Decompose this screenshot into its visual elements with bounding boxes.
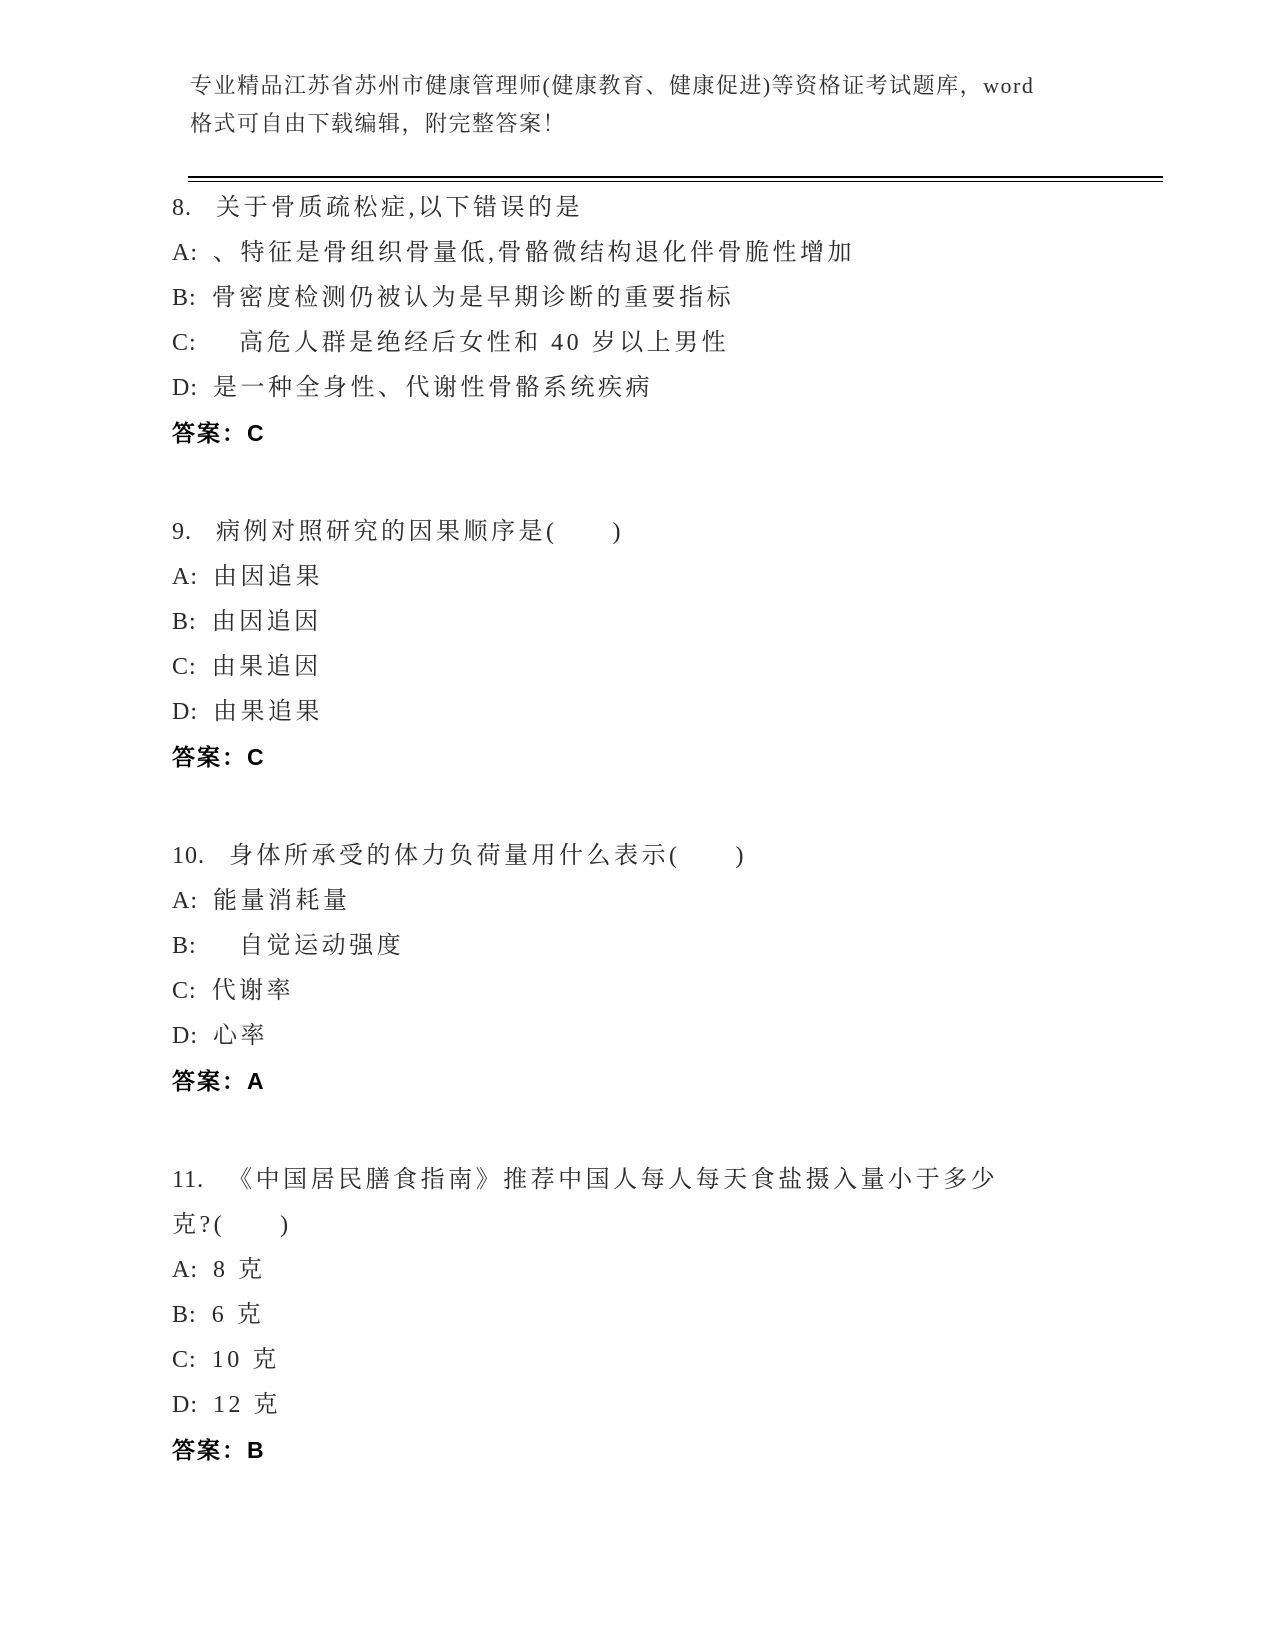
option-label: D: [172, 699, 198, 725]
option-label: D: [172, 1023, 198, 1049]
option-label: C: [172, 654, 197, 680]
answer-label: 答案： [172, 420, 247, 446]
question-block [172, 834, 1202, 1104]
answer-line [172, 735, 1202, 780]
option-line [172, 1014, 1202, 1059]
option-text: 自觉运动强度 [211, 933, 405, 959]
header-line-1: 专业精品江苏省苏州市健康管理师(健康教育、健康促进)等资格证考试题库，word [190, 73, 1035, 98]
option-text: 由因追因 [211, 609, 322, 635]
option-text: 10 克 [211, 1347, 280, 1373]
question-number: 11. [172, 1167, 205, 1193]
option-label: A: [172, 564, 198, 590]
question-text: 病例对照研究的因果顺序是( ) [216, 519, 624, 545]
answer-label: 答案： [172, 1437, 247, 1463]
answer-label: 答案： [172, 1068, 247, 1094]
option-label: B: [172, 1302, 197, 1328]
answer-line [172, 1428, 1202, 1473]
option-label: D: [172, 375, 198, 401]
answer-value: B [247, 1437, 266, 1463]
header-divider-rule [188, 176, 1163, 182]
answer-line [172, 411, 1202, 456]
question-text: 身体所承受的体力负荷量用什么表示( ) [229, 843, 747, 869]
option-line [172, 1293, 1202, 1338]
question-number: 9. [172, 519, 192, 545]
answer-value: A [247, 1068, 266, 1094]
option-line [172, 924, 1202, 969]
option-label: C: [172, 330, 197, 356]
option-text: 由果追果 [213, 699, 323, 725]
option-text: 代谢率 [211, 978, 295, 1004]
option-label: B: [172, 285, 197, 311]
option-text: 6 克 [211, 1302, 265, 1328]
option-label: A: [172, 1257, 198, 1283]
option-text: 8 克 [213, 1257, 266, 1283]
answer-line [172, 1059, 1202, 1104]
option-label: D: [172, 1392, 198, 1418]
questions [172, 186, 1202, 1473]
question-text-continued: 克?( ) [172, 1212, 292, 1238]
answer-value: C [247, 420, 266, 446]
option-text: 能量消耗量 [213, 888, 351, 914]
question-block [172, 1158, 1202, 1473]
question-number: 10. [172, 843, 205, 869]
option-line [172, 879, 1202, 924]
option-label: C: [172, 1347, 197, 1373]
question-line [172, 834, 1202, 879]
question-line [172, 186, 1202, 231]
option-line [172, 231, 1202, 276]
option-line [172, 1248, 1202, 1293]
option-line [172, 555, 1202, 600]
option-line [172, 690, 1202, 735]
option-label: A: [172, 888, 198, 914]
header-line-2: 格式可自由下载编辑，附完整答案！ [190, 111, 567, 136]
question-text: 关于骨质疏松症,以下错误的是 [216, 195, 583, 221]
option-label: A: [172, 240, 198, 266]
option-line [172, 645, 1202, 690]
option-text: 心率 [213, 1023, 268, 1049]
option-text: 高危人群是绝经后女性和 40 岁以上男性 [211, 330, 730, 356]
option-text: 是一种全身性、代谢性骨骼系统疾病 [213, 375, 653, 401]
option-label: B: [172, 609, 197, 635]
option-line [172, 1338, 1202, 1383]
option-text: 、特征是骨组织骨量低,骨骼微结构退化伴骨脆性增加 [213, 240, 855, 266]
question-block [172, 510, 1202, 780]
option-line [172, 969, 1202, 1014]
option-text: 骨密度检测仍被认为是早期诊断的重要指标 [211, 285, 735, 311]
option-line [172, 1383, 1202, 1428]
question-text: 《中国居民膳食指南》推荐中国人每人每天食盐摄入量小于多少 [228, 1167, 999, 1193]
answer-value: C [247, 744, 266, 770]
option-text: 由果追因 [211, 654, 322, 680]
option-line [172, 321, 1202, 366]
answer-label: 答案： [172, 744, 247, 770]
option-text: 12 克 [213, 1392, 281, 1418]
option-text: 由因追果 [213, 564, 323, 590]
page-header [190, 67, 1175, 143]
option-line [172, 600, 1202, 645]
option-label: C: [172, 978, 197, 1004]
option-line [172, 276, 1202, 321]
question-line [172, 1158, 1202, 1203]
option-label: B: [172, 933, 197, 959]
question-block [172, 186, 1202, 456]
option-line [172, 366, 1202, 411]
question-number: 8. [172, 195, 192, 221]
question-line [172, 510, 1202, 555]
